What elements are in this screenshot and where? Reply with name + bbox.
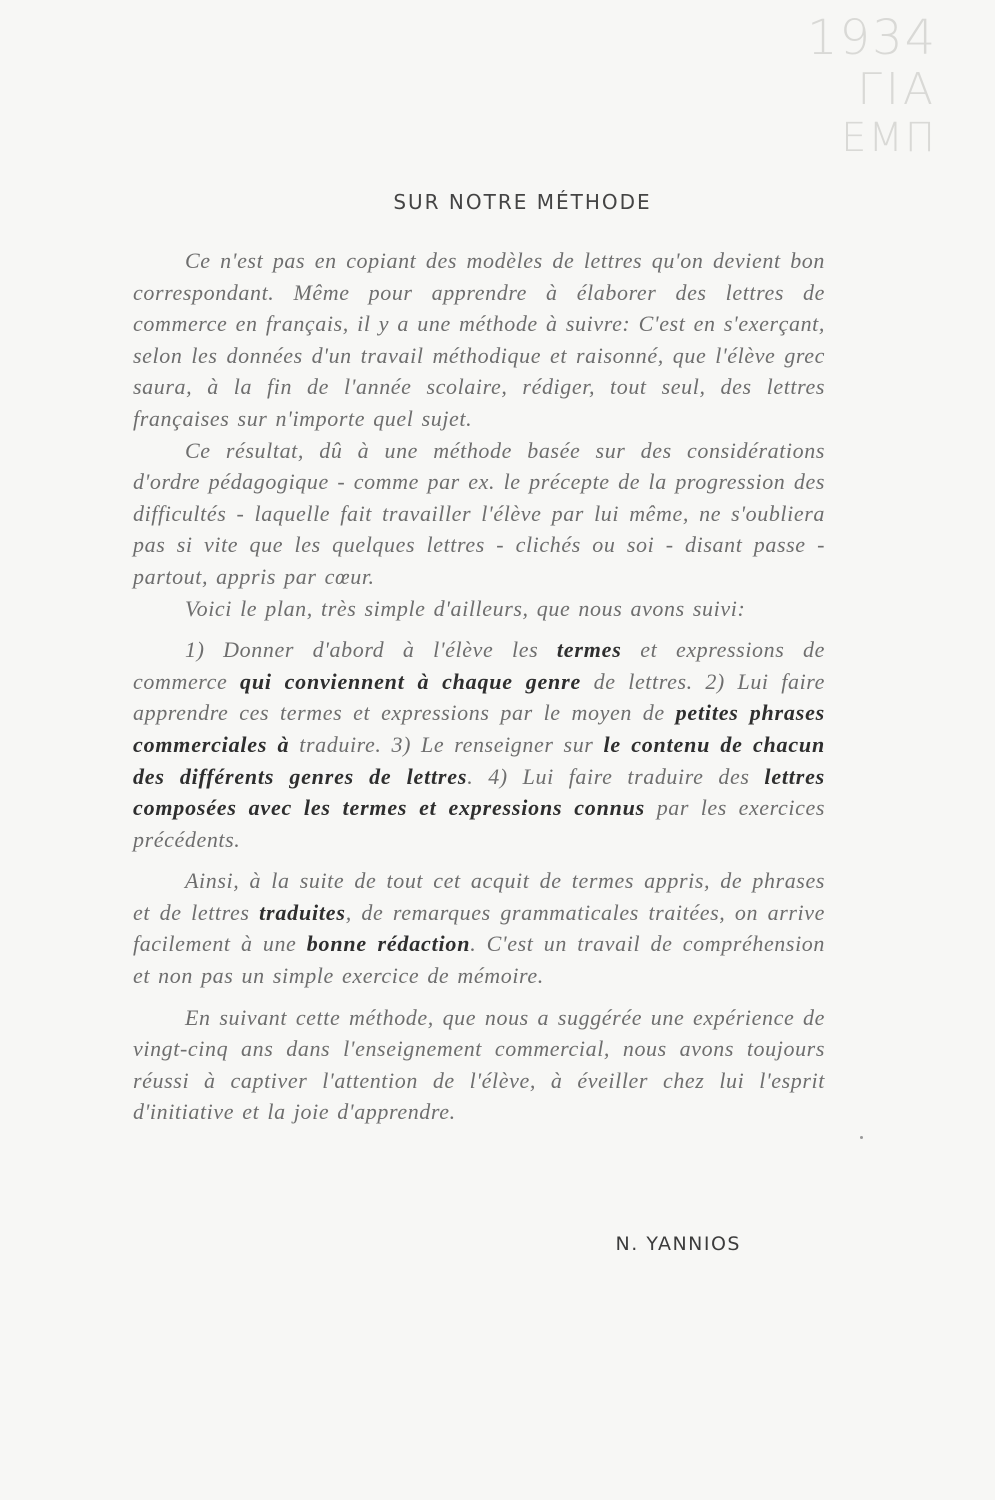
plan-text: 2) Lui faire apprendre ces termes et expressions par le moyen de [133, 668, 825, 726]
conclusion-text: . C'est un travail de compréhension et non pas un simple exercice de mémoire. [133, 931, 825, 989]
author-signature: N. YANNIOS [615, 1233, 741, 1255]
plan-text: par les exercices précédents. [133, 795, 825, 852]
conclusion-text: , de remarques grammaticales traitées, on arrive facilement à une [133, 899, 825, 957]
plan-text: expressions [675, 637, 785, 663]
plan-text: 1) Donner d'abord à l'élève les [185, 637, 557, 663]
plan-emphasis: petites phrases commerciales à [133, 700, 825, 757]
plan-emphasis: termes [556, 637, 622, 663]
plan-text: et [621, 637, 676, 663]
paragraph-intro: Ce n'est pas en copiant des modèles de lettres qu'on devient bon correspondant. Même pour apprendre à élaborer des lettres de commerce en français, il y a une méthode à suivre: C'est en s'exerçant, selon les données d'un travail méthodique et raisonné, que l'élève grec saura, à la fin de l'année scolaire, rédiger, tout seul, des lettres françaises sur n'importe quel sujet. [133, 248, 825, 431]
plan-text: . [467, 763, 474, 789]
page-title: SUR NOTRE MÉTHODE [393, 190, 652, 214]
paragraph-conclusion [133, 865, 825, 991]
speck-mark [860, 1136, 863, 1139]
plan-text: de commerce [133, 637, 825, 694]
plan-text: traduire. [289, 731, 382, 757]
plan-emphasis: lettres composées avec les termes et expressions connus [133, 763, 825, 821]
plan-text: 4) Lui faire traduire des [473, 763, 765, 789]
stamp-year: 1934 [807, 10, 938, 66]
stamp-line-2: ΓΙΑ [857, 64, 937, 115]
paragraph-experience: En suivant cette méthode, que nous a suggérée une expérience de vingt-cinq ans dans l'enseignement commercial, nous avons toujours réussi à captiver l'attention de l'élève, à éveiller chez lui l'esprit d'initiative et la joie d'apprendre. [133, 1004, 825, 1125]
paragraph-plan [133, 634, 825, 855]
plan-text: 3) Le renseigner sur [381, 731, 604, 757]
conclusion-text: Ainsi, à la suite de tout cet acquit de termes appris, de phrases et de lettres [133, 868, 825, 925]
paragraph-plan-intro: Voici le plan, très simple d'ailleurs, que nous avons suivi: [185, 595, 746, 621]
body-text [133, 245, 825, 1128]
conclusion-emphasis: traduites [259, 899, 346, 925]
plan-emphasis: qui conviennent à chaque genre [240, 668, 582, 694]
stamp-line-3: ΕΜΠ [841, 115, 937, 161]
plan-text: de lettres. [581, 668, 693, 694]
conclusion-emphasis: bonne rédaction [306, 931, 471, 957]
paragraph-result: Ce résultat, dû à une méthode basée sur des considérations d'ordre pédagogique - comme par ex. le précepte de la progression des difficultés - laquelle fait travailler l'élève par lui même, ne s'oubliera pas si vite que les quelques lettres - clichés ou soi - disant passe - partout, appris par cœur. [133, 437, 825, 589]
plan-emphasis: le contenu de chacun des différents genres de lettres [133, 731, 825, 789]
handwritten-stamp [807, 10, 938, 161]
